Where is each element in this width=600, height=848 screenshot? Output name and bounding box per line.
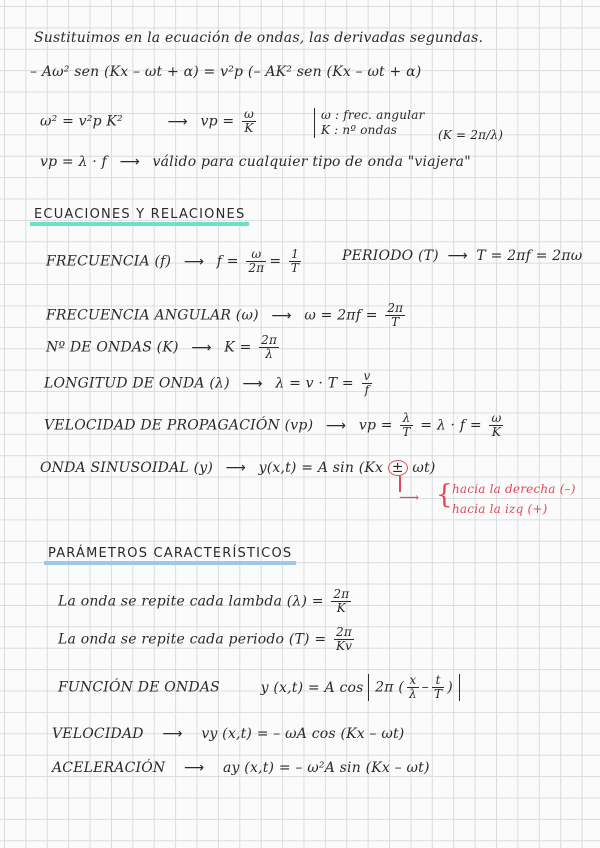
- repite-lambda-row: La onda se repite cada lambda (λ) = $\frac{2\pi}{K}$: [58, 587, 350, 615]
- valid-note: válido para cualquier tipo de onda "viajera": [152, 154, 471, 170]
- plus-minus-sign: ±: [388, 460, 408, 476]
- brace-icon: {: [436, 480, 453, 510]
- arrow-icon: ⟶: [184, 760, 205, 776]
- fraction: $\frac{2\pi}{K}$: [333, 587, 350, 615]
- frecuencia-row: FRECUENCIA (f) ⟶ f = $\frac{\omega}{2\pi}$ = $\frac{1}{T}$: [46, 247, 300, 275]
- n-ondas-label: Nº DE ONDAS (K): [46, 339, 179, 356]
- velocidad-prop-row: VELOCIDAD DE PROPAGACIÓN (vp) ⟶ vp = $\frac{\lambda}{T}$ = λ · f = $\frac{\omega}{K}$: [44, 411, 502, 439]
- sinusoidal-row: ONDA SINUSOIDAL (y) ⟶ y(x,t) = A sin (Kx ± ωt): [40, 460, 436, 476]
- fraction: $\frac{x}{\lambda}$: [408, 673, 417, 701]
- fraction: $\frac{t}{T}$: [434, 673, 443, 701]
- funcion-ondas-row: FUNCIÓN DE ONDAS y (x,t) = A cos 2π ( $\frac{x}{\lambda}$ – $\frac{t}{T}$ ): [58, 674, 460, 701]
- aceleracion-label: ACELERACIÓN: [52, 760, 166, 776]
- intro-line-1: Sustituimos en la ecuación de ondas, las derivadas segundas.: [34, 30, 484, 46]
- arrow-icon: ⟶: [191, 339, 212, 356]
- funcion-label: FUNCIÓN DE ONDAS: [58, 679, 220, 696]
- fraction: $\frac{\omega}{2\pi}$: [248, 247, 265, 275]
- red-arrow-icon: ⟶: [399, 490, 420, 506]
- intro-line-2: – Aω² sen (Kx – ωt + α) = v²p (– AK² sen (Kx – ωt + α): [30, 64, 422, 80]
- aceleracion-row: [52, 760, 430, 776]
- frecuencia-label: FRECUENCIA (f): [46, 253, 172, 270]
- velocidad-prop-label: VELOCIDAD DE PROPAGACIÓN (vp): [44, 417, 314, 434]
- fraction: $\frac{v}{f}$: [363, 369, 371, 397]
- arrow-icon: ⟶: [242, 375, 263, 392]
- note-derecha: hacia la derecha (–): [452, 482, 576, 496]
- intro-line-3: [40, 108, 259, 135]
- heading-parametros: PARÁMETROS CARACTERÍSTICOS: [44, 546, 296, 565]
- fraction: $\frac{\omega}{K}$: [243, 107, 254, 135]
- note-izquierda: hacia la izq (+): [452, 502, 548, 516]
- legend-box: [314, 108, 425, 138]
- fraction: $\frac{1}{T}$: [290, 247, 300, 275]
- arrow-icon: ⟶: [225, 460, 246, 476]
- sinusoidal-label: ONDA SINUSOIDAL (y): [40, 460, 213, 476]
- arrow-icon: ⟶: [119, 154, 140, 170]
- velocidad-label: VELOCIDAD: [52, 726, 144, 742]
- repite-periodo-row: La onda se repite cada periodo (T) = $\frac{2\pi}{Kv}$: [58, 625, 353, 653]
- intro-line-4: [40, 154, 471, 170]
- arrow-icon: ⟶: [183, 253, 205, 270]
- arrow-icon: ⟶: [271, 307, 292, 324]
- velocidad-eq: vy (x,t) = – ωA cos (Kx – ωt): [201, 726, 405, 742]
- omega-relation: ω² = v²p K²: [40, 113, 123, 130]
- vp-label: vp =: [200, 113, 235, 130]
- fraction: $\frac{2\pi}{\lambda}$: [261, 333, 278, 361]
- legend-k: K : nº ondas: [321, 123, 398, 137]
- frec-angular-label: FRECUENCIA ANGULAR (ω): [46, 307, 259, 324]
- legend-omega: ω : frec. angular: [321, 108, 425, 122]
- vp-relation: vp = λ · f: [40, 154, 107, 170]
- periodo-eq: T = 2πf = 2πω: [476, 248, 583, 264]
- heading-ecuaciones: ECUACIONES Y RELACIONES: [30, 207, 249, 226]
- arrow-icon: ⟶: [325, 417, 347, 434]
- n-ondas-row: Nº DE ONDAS (K) ⟶ K = $\frac{2\pi}{\lambda}$: [46, 333, 278, 361]
- longitud-label: LONGITUD DE ONDA (λ): [44, 375, 230, 392]
- fraction: $\frac{\omega}{K}$: [491, 411, 502, 439]
- periodo-label: PERIODO (T): [342, 248, 439, 264]
- arrow-icon: ⟶: [167, 113, 188, 130]
- arrow-icon: ⟶: [447, 248, 468, 264]
- longitud-row: LONGITUD DE ONDA (λ) ⟶ λ = v · T = $\frac{v}{f}$: [44, 369, 371, 397]
- arrow-icon: ⟶: [162, 726, 183, 742]
- velocidad-row: [52, 726, 404, 742]
- fraction: $\frac{2\pi}{T}$: [387, 301, 404, 329]
- frec-angular-row: FRECUENCIA ANGULAR (ω) ⟶ ω = 2πf = $\frac{2\pi}{T}$: [46, 301, 404, 329]
- fraction: $\frac{\lambda}{T}$: [402, 411, 411, 439]
- k-formula: (K = 2π/λ): [438, 128, 504, 142]
- periodo-row: [342, 248, 582, 264]
- fraction: $\frac{2\pi}{Kv}$: [335, 625, 353, 653]
- aceleracion-eq: ay (x,t) = – ω²A sin (Kx – ωt): [222, 760, 430, 776]
- bracket-expression: 2π ( $\frac{x}{\lambda}$ – $\frac{t}{T}$ ): [368, 674, 460, 701]
